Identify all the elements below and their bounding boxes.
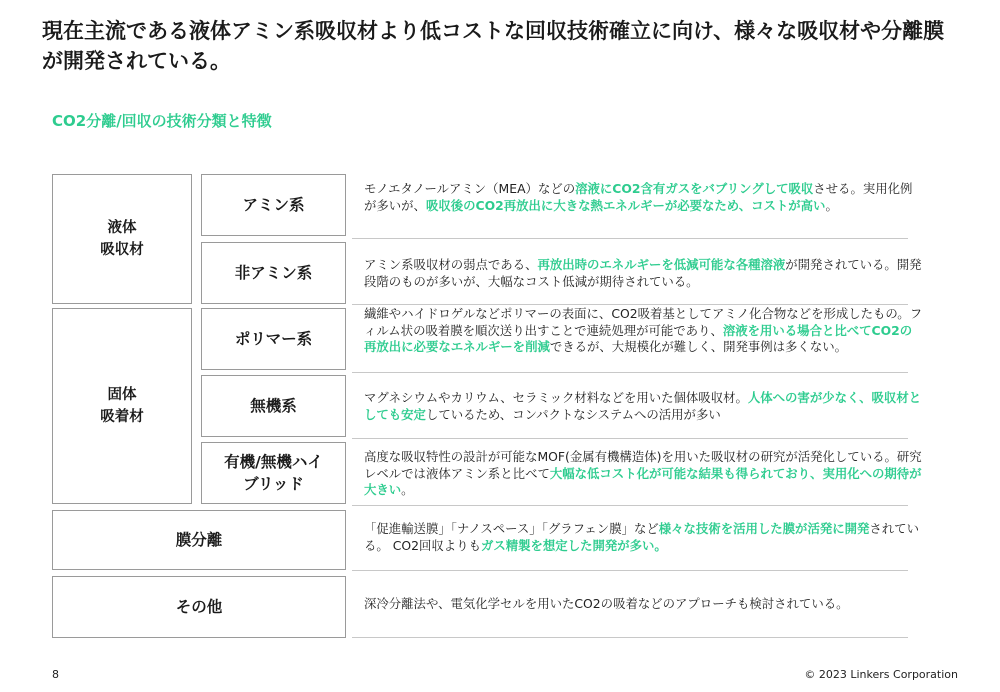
highlight-text: 人体への害が少なく、吸収材としても安定 (364, 390, 922, 422)
description-text: マグネシウムやカリウム、セラミック材料などを用いた個体吸収材。 (364, 390, 748, 405)
description-text: 。 (825, 197, 838, 213)
row-separator (352, 304, 908, 305)
category-liquid-absorbent (52, 174, 192, 304)
subcategory-non-amine (201, 242, 346, 304)
description-text: できるが、大規模化が難しく、開発事例は多くない。 (549, 339, 847, 354)
subcategory-amine (201, 174, 346, 236)
category-other (52, 576, 346, 638)
category-solid-line2: 吸着材 (100, 409, 144, 425)
description-membrane (364, 521, 924, 554)
category-membrane-label: 膜分離 (175, 531, 223, 549)
category-solid-line1: 固体 (107, 387, 137, 403)
description-other (364, 596, 924, 613)
page-title: 現在主流である液体アミン系吸収材より低コストな回収技術確立に向け、様々な吸収材や分離膜が開発されている。 (42, 19, 945, 73)
highlight-text: 様々な技術を活用した膜が活発に開発 (658, 521, 870, 536)
description-text: しているため、コンパクトなシステムへの活用が多い (425, 406, 721, 422)
description-text: モノエタノールアミン（MEA）などの (364, 181, 576, 196)
category-other-label: その他 (175, 598, 223, 616)
subcategory-non-amine-label: 非アミン系 (234, 264, 313, 282)
description-text: 「促進輸送膜」「ナノスペース」「グラフェン膜」など (364, 521, 659, 536)
category-solid-adsorbent (52, 308, 192, 504)
description-amine (364, 181, 924, 214)
subcategory-amine-label: アミン系 (242, 196, 305, 214)
row-separator (352, 637, 908, 638)
subcategory-hybrid-line1: 有機/無機ハイ (224, 453, 323, 471)
row-separator (352, 372, 908, 373)
description-polymer (364, 306, 924, 356)
row-separator (352, 570, 908, 571)
subcategory-hybrid (201, 442, 346, 504)
row-separator (352, 505, 908, 506)
highlight-text: ガス精製を想定した開発が多い。 (480, 537, 667, 553)
highlight-text: 大幅な低コスト化が可能な結果も得られており、実用化への期待が大きい (364, 465, 922, 497)
highlight-text: 吸収後のCO2再放出に大きな熱エネルギーが必要なため、コストが高い (425, 197, 826, 213)
description-text: 繊維やハイドロゲルなどポリマーの表面に、CO2吸着基としてアミノ化合物などを形成したもの。フィルム状の吸着膜を順次送り出すことで連続処理が可能であり、 (364, 306, 923, 338)
highlight-text: 溶液にCO2含有ガスをバブリングして吸収 (575, 181, 814, 196)
description-text: アミン系吸収材の弱点である、 (364, 257, 538, 272)
description-non-amine (364, 257, 924, 290)
description-inorganic (364, 390, 924, 423)
description-text: 。 (401, 482, 414, 497)
description-text: 深冷分離法や、電気化学セルを用いたCO2の吸着などのアプローチも検討されている。 (364, 596, 849, 611)
description-text: されている。 CO2回収よりも (364, 521, 919, 553)
row-separator (352, 438, 908, 439)
subcategory-polymer (201, 308, 346, 370)
highlight-text: 溶液を用いる場合と比べてCO2の再放出に必要なエネルギーを削減 (364, 322, 913, 354)
copyright: © 2023 Linkers Corporation (804, 668, 958, 681)
subcategory-hybrid-line2: ブリッド (243, 475, 304, 493)
section-subtitle: CO2分離/回収の技術分類と特徴 (52, 112, 272, 130)
description-text: が開発されている。開発段階のものが多いが、大幅なコスト低減が期待されている。 (364, 257, 922, 289)
description-hybrid (364, 449, 924, 499)
category-membrane (52, 510, 346, 570)
subcategory-polymer-label: ポリマー系 (234, 330, 313, 348)
category-liquid-line2: 吸収材 (100, 242, 144, 258)
subcategory-inorganic (201, 375, 346, 437)
category-liquid-line1: 液体 (107, 220, 137, 236)
description-text: 高度な吸収特性の設計が可能なMOF(金属有機構造体)を用いた吸収材の研究が活発化している。研究レベルでは液体アミン系と比べて (364, 449, 922, 481)
page-number: 8 (52, 668, 59, 681)
subcategory-inorganic-label: 無機系 (250, 397, 297, 415)
description-text: させる。実用化例が多いが、 (364, 181, 913, 213)
highlight-text: 再放出時のエネルギーを低減可能な各種溶液 (537, 257, 786, 272)
row-separator (352, 238, 908, 239)
